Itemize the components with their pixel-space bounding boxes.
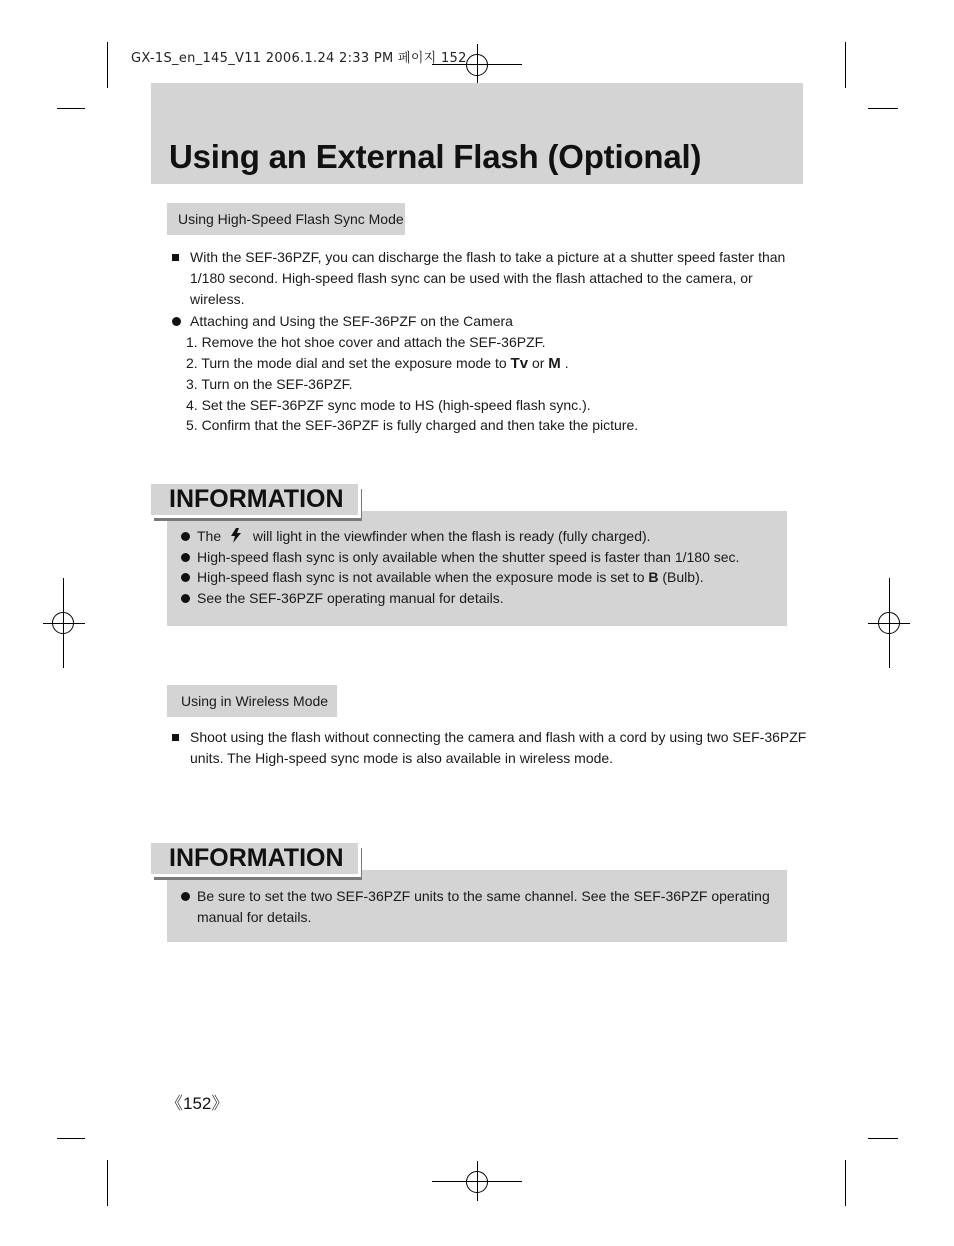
section-tag-wireless: Using in Wireless Mode bbox=[167, 685, 337, 717]
intro-line1: With the SEF-36PZF, you can discharge the flash to take a picture at a shutter speed faster than bbox=[190, 249, 786, 265]
list-item bbox=[171, 247, 811, 310]
intro-line2: 1/180 second. High-speed flash sync can be used with the flash attached to the camera, or wireless. bbox=[190, 270, 753, 307]
step-1: 1. Remove the hot shoe cover and attach the SEF-36PZF. bbox=[186, 334, 546, 350]
crop-mark bbox=[868, 1138, 898, 1139]
list-item: See the SEF-36PZF operating manual for details. bbox=[181, 588, 781, 609]
information-heading: INFORMATION bbox=[151, 843, 361, 877]
section1-intro bbox=[171, 247, 811, 310]
step-4: 4. Set the SEF-36PZF sync mode to HS (high-speed flash sync.). bbox=[186, 396, 591, 413]
square-bullet-icon bbox=[172, 254, 179, 261]
information-list bbox=[181, 526, 781, 609]
wireless-line2: units. The High-speed sync mode is also available in wireless mode. bbox=[190, 750, 614, 766]
square-bullet-icon bbox=[172, 734, 179, 741]
step-2: 2. Turn the mode dial and set the exposure mode to Tv or M . bbox=[186, 354, 569, 372]
information-list bbox=[181, 886, 781, 927]
section-tag-high-speed: Using High-Speed Flash Sync Mode bbox=[167, 203, 405, 235]
registration-mark bbox=[466, 1171, 488, 1193]
crop-mark bbox=[57, 1138, 85, 1139]
page-number: 《152》 bbox=[166, 1094, 229, 1113]
registration-mark bbox=[466, 54, 488, 76]
wireless-line1: Shoot using the flash without connecting the camera and flash with a cord by using two SEF-36PZF bbox=[190, 729, 807, 745]
round-bullet-icon bbox=[172, 317, 181, 326]
tv-mode-icon: Tv bbox=[510, 354, 529, 372]
list-item: Be sure to set the two SEF-36PZF units to the same channel. See the SEF-36PZF operating manual for details. bbox=[181, 886, 781, 927]
list-item bbox=[171, 727, 811, 769]
m-mode-icon: M bbox=[548, 354, 561, 372]
round-bullet-icon bbox=[181, 573, 190, 582]
information-heading: INFORMATION bbox=[151, 484, 361, 518]
crop-mark bbox=[107, 1160, 108, 1206]
list-item: High-speed flash sync is only available when the shutter speed is faster than 1/180 sec. bbox=[181, 547, 781, 568]
round-bullet-icon bbox=[181, 553, 190, 562]
step-5: 5. Confirm that the SEF-36PZF is fully charged and then take the picture. bbox=[186, 417, 639, 433]
crop-mark bbox=[845, 1160, 846, 1206]
list-item bbox=[171, 311, 811, 332]
bulb-mode-icon: B bbox=[648, 569, 659, 586]
round-bullet-icon bbox=[181, 594, 190, 603]
crop-mark bbox=[845, 42, 846, 88]
page-title: Using an External Flash (Optional) bbox=[169, 138, 702, 175]
print-header: GX-1S_en_145_V11 2006.1.24 2:33 PM 페이지 152 bbox=[131, 51, 467, 66]
list-item: High-speed flash sync is not available when the exposure mode is set to B (Bulb). bbox=[181, 567, 781, 588]
attach-instructions bbox=[171, 311, 811, 436]
flash-ready-icon bbox=[230, 528, 243, 543]
round-bullet-icon bbox=[181, 892, 190, 901]
registration-mark bbox=[878, 612, 900, 634]
crop-mark bbox=[57, 108, 85, 109]
section2-body bbox=[171, 727, 811, 769]
crop-mark bbox=[107, 42, 108, 88]
list-item: The will light in the viewfinder when the flash is ready (fully charged). bbox=[181, 526, 781, 547]
crop-mark bbox=[868, 108, 898, 109]
step-3: 3. Turn on the SEF-36PZF. bbox=[186, 376, 353, 392]
attach-heading: Attaching and Using the SEF-36PZF on the Camera bbox=[190, 313, 513, 329]
registration-mark bbox=[52, 612, 74, 634]
round-bullet-icon bbox=[181, 532, 190, 541]
